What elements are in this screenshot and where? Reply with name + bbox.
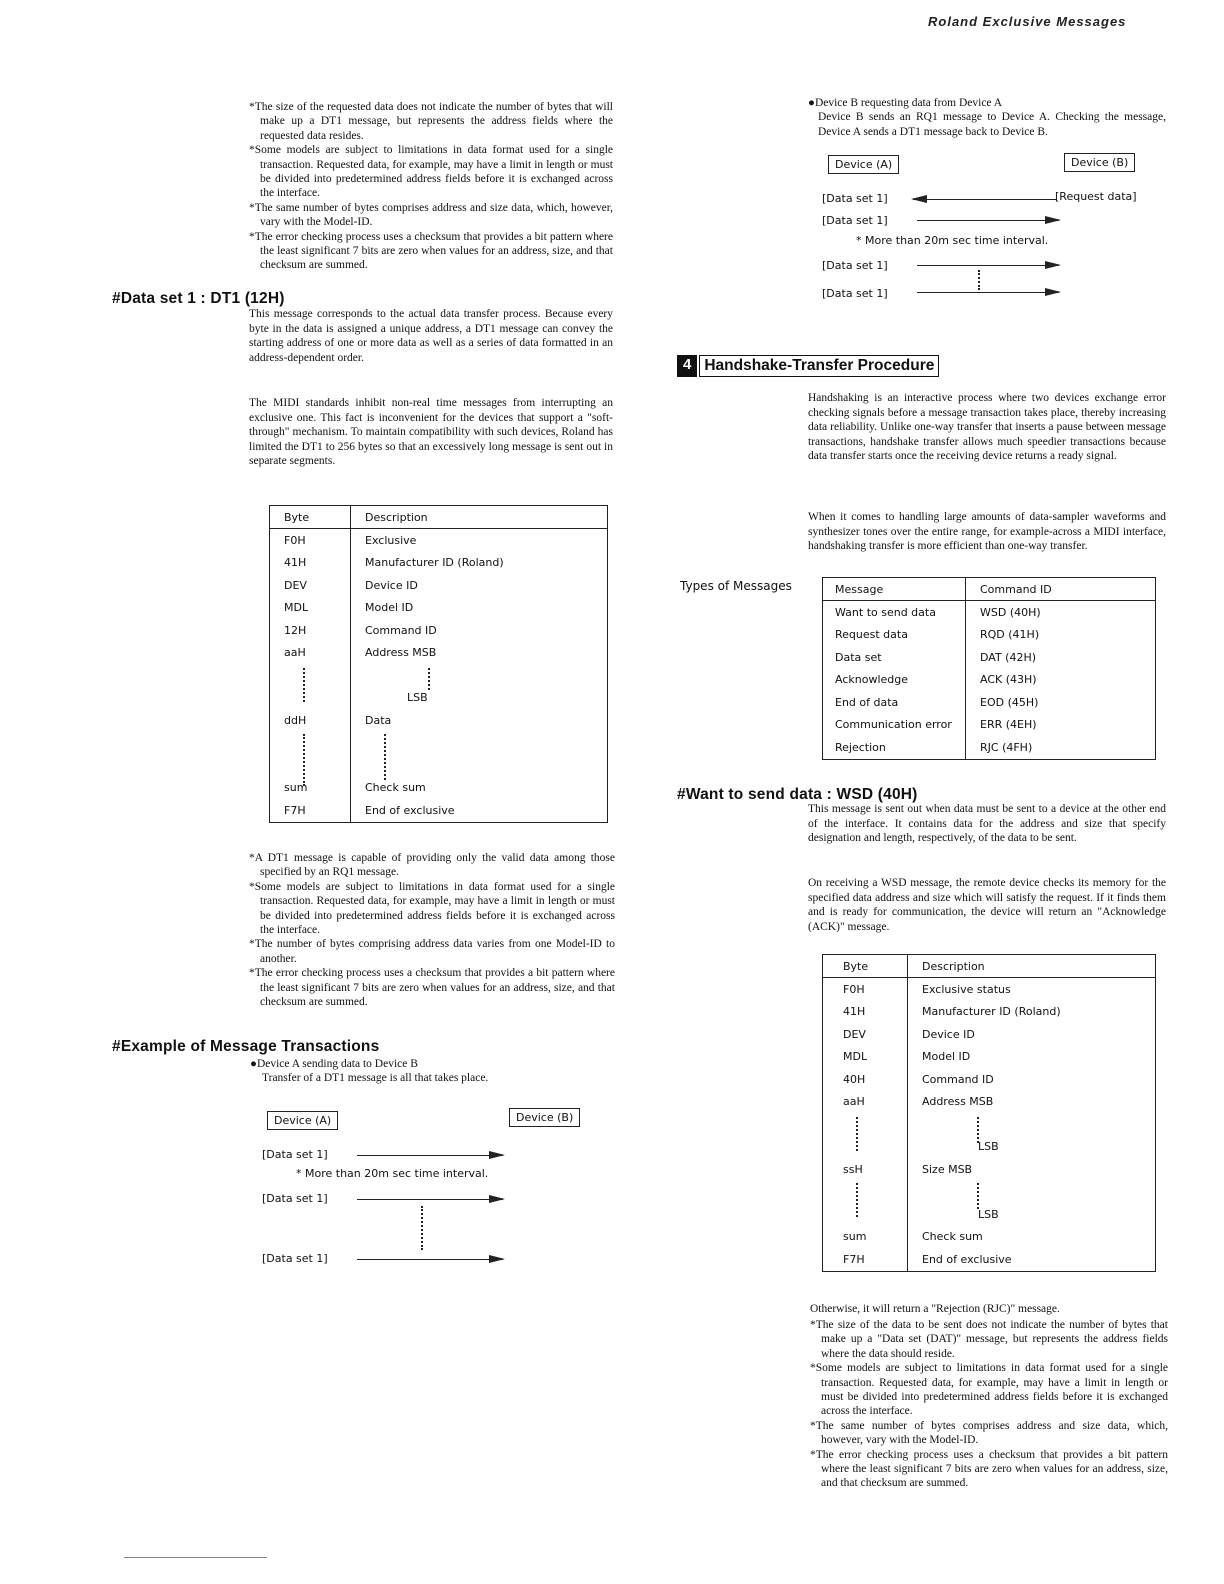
handshake-paragraph-2: When it comes to handling large amounts of data-sampler waveforms and synthesizer tones over the entire range, for example-across a MIDI interface, handshaking transfer is more efficient than one-way transfer. — [808, 511, 1166, 553]
table-row: sum Check sum — [823, 1226, 1155, 1249]
arrow-right — [357, 1199, 503, 1200]
device-a-box: Device (A) — [267, 1111, 338, 1130]
note: *The same number of bytes comprises address and size data, which, however, vary with the Model-ID. — [249, 201, 613, 229]
otherwise-text: Otherwise, it will return a "Rejection (RJC)" message. — [810, 1303, 1060, 1315]
continuation-dots — [303, 734, 305, 786]
arrow-right — [917, 292, 1059, 293]
table-row: F7H End of exclusive — [823, 1248, 1155, 1271]
arrow-right — [357, 1259, 503, 1260]
data-set-label: [Data set 1] — [262, 1192, 328, 1205]
table-row: End of data EOD (45H) — [823, 691, 1155, 714]
note: *The number of bytes comprising address data varies from one Model-ID to another. — [249, 938, 615, 965]
device-b-box: Device (B) — [509, 1108, 580, 1127]
arrow-left — [913, 199, 1057, 200]
request-text: Device B sends an RQ1 message to Device A. Checking the message, Device A sends a DT1 message back to Device B. — [818, 111, 1166, 138]
table-row: DEV Device ID — [270, 574, 607, 597]
device-a-box: Device (A) — [828, 155, 899, 174]
note: *The error checking process uses a checksum that provides a bit pattern where the least significant 7 bits are zero when values for an address, size, and that checksum are summed. — [249, 230, 613, 272]
table-row: F7H End of exclusive — [270, 799, 607, 822]
table-row: Data set DAT (42H) — [823, 646, 1155, 669]
table-row — [823, 1113, 1155, 1136]
table-header: Byte — [270, 506, 351, 529]
table-row: Acknowledge ACK (43H) — [823, 669, 1155, 692]
data-set-label: [Data set 1] — [822, 214, 888, 227]
bottom-notes — [810, 1318, 1168, 1491]
section-number: 4 — [677, 355, 697, 377]
data-set-label: [Data set 1] — [262, 1252, 328, 1265]
interval-note: * More than 20m sec time interval. — [296, 1167, 489, 1180]
footer-rule — [124, 1557, 267, 1558]
table-header: Description — [351, 506, 608, 529]
continuation-dots — [977, 1183, 979, 1209]
types-table — [822, 577, 1156, 760]
table-row: aaH Address MSB — [270, 642, 607, 665]
table-row: F0H Exclusive status — [823, 978, 1155, 1001]
note: *The same number of bytes comprises address and size data, which, however, vary with the Model-ID. — [810, 1419, 1168, 1447]
table-row: LSB — [823, 1136, 1155, 1159]
example-description: Transfer of a DT1 message is all that takes place. — [262, 1072, 489, 1084]
section-title: Handshake-Transfer Procedure — [699, 355, 939, 377]
continuation-dots — [856, 1117, 858, 1151]
table-header: Description — [908, 955, 1156, 978]
note: *The size of the requested data does not indicate the number of bytes that will make up a DT1 message, but represents the address fields where the requested data resides. — [249, 101, 613, 142]
note: *The error checking process uses a checksum that provides a bit pattern where the least significant 7 bits are zero when values for an address, size, and that checksum are summed. — [810, 1448, 1168, 1490]
section-heading — [677, 355, 939, 377]
table-row: LSB — [823, 1203, 1155, 1226]
dt1-heading: #Data set 1 : DT1 (12H) — [112, 290, 285, 307]
table-row: MDL Model ID — [823, 1046, 1155, 1069]
table-row: 41H Manufacturer ID (Roland) — [270, 552, 607, 575]
interval-note: * More than 20m sec time interval. — [856, 234, 1049, 247]
note: *Some models are subject to limitations in data format used for a single transaction. Requested data, for example, may have a limit in length or must be divided into predetermined address fields before it is exchanged across the interface. — [249, 880, 615, 937]
mid-notes — [249, 851, 615, 1009]
continuation-dots — [977, 1117, 979, 1143]
data-set-label: [Data set 1] — [822, 287, 888, 300]
types-label: Types of Messages — [680, 579, 792, 593]
request-label: [Request data] — [1055, 190, 1137, 203]
continuation-dots — [428, 668, 430, 690]
arrow-right — [357, 1155, 503, 1156]
table-row — [270, 754, 607, 777]
device-b-box: Device (B) — [1064, 153, 1135, 172]
handshake-paragraph-1: Handshaking is an interactive process where two devices exchange error checking signals before a message transaction takes place, thereby increasing data reliability. Unlike one-way transfer that inserts a pause between message transactions, handshake transfer allows much speedier transactions because data transfer starts once the receiving device returns a ready signal. — [808, 392, 1166, 463]
arrow-right — [917, 265, 1059, 266]
table-row: F0H Exclusive — [270, 529, 607, 552]
data-set-label: [Data set 1] — [262, 1148, 328, 1161]
arrow-right — [917, 220, 1059, 221]
table-row: aaH Address MSB — [823, 1091, 1155, 1114]
continuation-dots — [384, 734, 386, 780]
table-row: DEV Device ID — [823, 1023, 1155, 1046]
note: *Some models are subject to limitations in data format used for a single transaction. Requested data, for example, may have a limit in length or must be divided into predetermined address fields before it is exchanged across the interface. — [810, 1362, 1168, 1418]
table-row — [823, 1181, 1155, 1204]
table-row: ssH Size MSB — [823, 1158, 1155, 1181]
table-row: Rejection RJC (4FH) — [823, 736, 1155, 759]
table-header: Byte — [823, 955, 908, 978]
table-row: sum Check sum — [270, 777, 607, 800]
table-row: 41H Manufacturer ID (Roland) — [823, 1001, 1155, 1024]
table-row: MDL Model ID — [270, 597, 607, 620]
note: *Some models are subject to limitations in data format used for a single transaction. Requested data, for example, may have a limit in length or must be divided into predetermined address fields before it is exchanged across the interface. — [249, 144, 613, 200]
note: *The size of the data to be sent does not indicate the number of bytes that make up a "Data set (DAT)" message, but represents the address fields where the data should reside. — [810, 1319, 1168, 1360]
dt1-paragraph-1: This message corresponds to the actual data transfer process. Because every byte in the data is assigned a unique address, a DT1 message can convey the starting address of one or more data as well as a series of data formatted in an address-dependent order. — [249, 308, 613, 364]
continuation-dots — [303, 668, 305, 702]
table-row: 40H Command ID — [823, 1068, 1155, 1091]
data-set-label: [Data set 1] — [822, 259, 888, 272]
table-row — [270, 664, 607, 687]
table-row: Request data RQD (41H) — [823, 624, 1155, 647]
dt1-paragraph-2: The MIDI standards inhibit non-real time messages from interrupting an exclusive one. This fact is inconvenient for the devices that support a "soft-through" mechanism. To maintain compatibility with such devices, Roland has limited the DT1 to 256 bytes so that an excessively long message is sent out in separate segments. — [249, 397, 613, 468]
continuation-dots — [421, 1206, 423, 1250]
wsd-heading: #Want to send data : WSD (40H) — [677, 786, 918, 803]
running-header: Roland Exclusive Messages — [928, 14, 1127, 29]
example-subheading: ●Device A sending data to Device B — [250, 1058, 418, 1070]
table-row: ddH Data — [270, 709, 607, 732]
wsd-table — [822, 954, 1156, 1272]
table-row: LSB — [270, 687, 607, 710]
note: *The error checking process uses a checksum that provides a bit pattern where the least significant 7 bits are zero when values for an address, size, and that checksum are summed. — [249, 967, 615, 1009]
wsd-paragraph-1: This message is sent out when data must be sent to a device at the other end of the interface. It contains data for the address and size that specify designation and length, respectively, of the data to be sent. — [808, 803, 1166, 845]
table-row: 12H Command ID — [270, 619, 607, 642]
continuation-dots — [978, 270, 980, 290]
table-row: Want to send data WSD (40H) — [823, 601, 1155, 624]
example-heading: #Example of Message Transactions — [112, 1038, 380, 1055]
table-row — [270, 732, 607, 755]
note: *A DT1 message is capable of providing only the valid data among those specified by an RQ1 message. — [249, 852, 615, 879]
request-title: ●Device B requesting data from Device A — [808, 97, 1003, 109]
table-header: Command ID — [966, 578, 1156, 601]
data-set-label: [Data set 1] — [822, 192, 888, 205]
continuation-dots — [856, 1183, 858, 1217]
table-header: Message — [823, 578, 966, 601]
wsd-paragraph-2: On receiving a WSD message, the remote device checks its memory for the specified data address and size which will satisfy the request. If it finds them and is ready for communication, the device will return an "Acknowledge (ACK)" message. — [808, 877, 1166, 933]
dt1-table — [269, 505, 608, 823]
table-row: Communication error ERR (4EH) — [823, 714, 1155, 737]
top-notes — [249, 100, 613, 273]
